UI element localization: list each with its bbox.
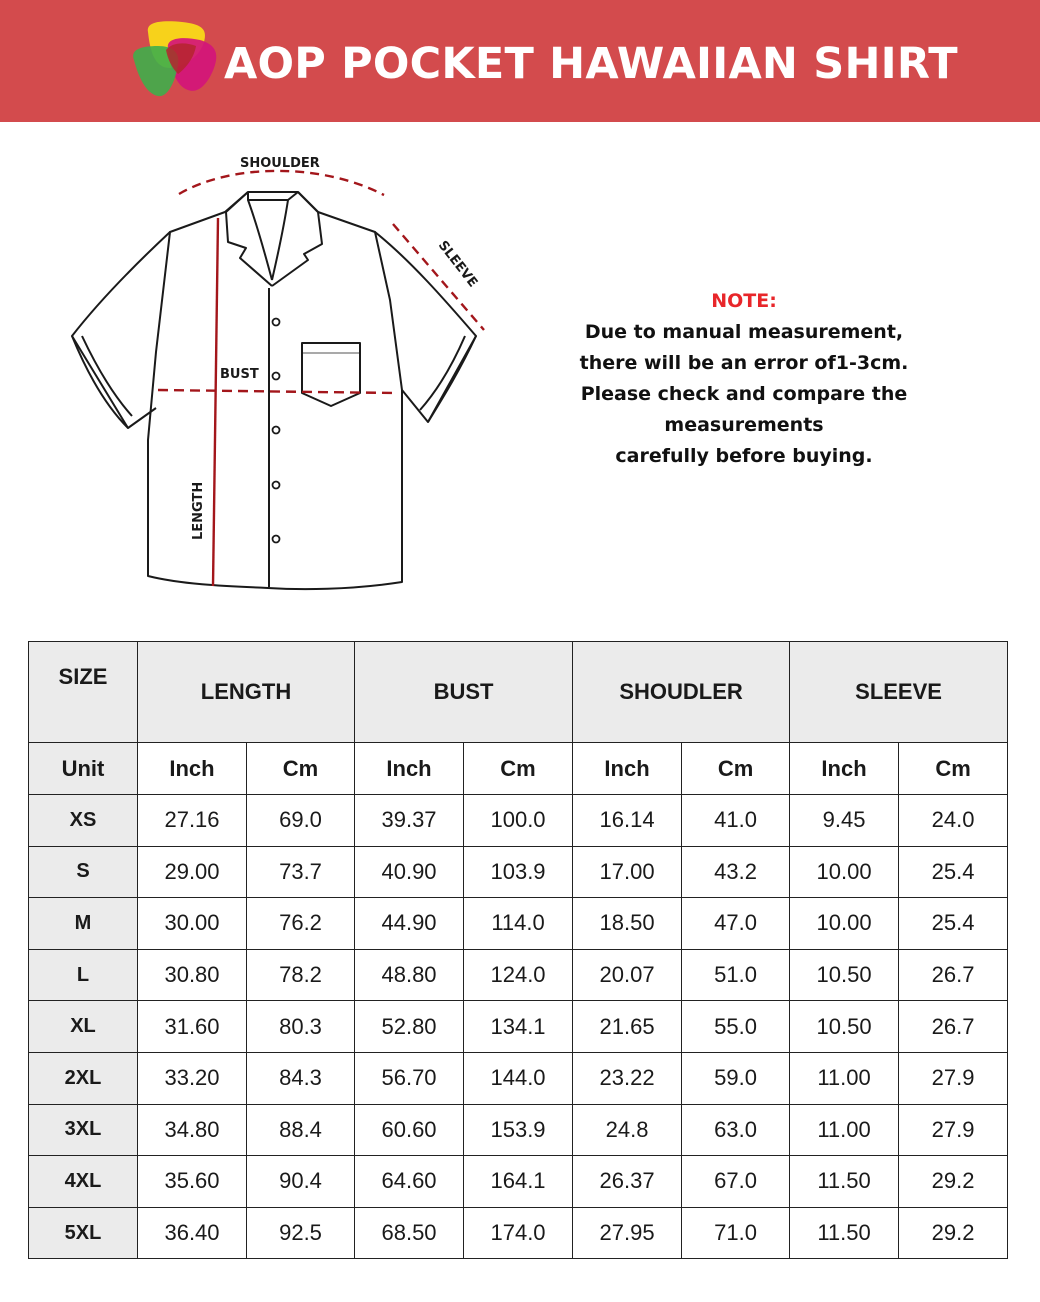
value-cell: 26.7 [899,949,1008,1001]
value-cell: 71.0 [682,1207,790,1259]
value-cell: 25.4 [899,846,1008,898]
unit-cell: Inch [355,743,464,795]
table-header-row [29,642,1008,743]
unit-cell: Inch [790,743,899,795]
value-cell: 73.7 [247,846,355,898]
length-header: LENGTH [138,642,355,743]
value-cell: 21.65 [573,1001,682,1053]
value-cell: 90.4 [247,1156,355,1208]
size-cell: XL [29,1001,138,1053]
length-label: LENGTH [191,481,206,540]
table-row [29,1104,1008,1156]
table-row [29,1052,1008,1104]
value-cell: 69.0 [247,795,355,847]
unit-cell: Cm [247,743,355,795]
value-cell: 84.3 [247,1052,355,1104]
value-cell: 27.9 [899,1104,1008,1156]
value-cell: 153.9 [464,1104,573,1156]
sleeve-label: SLEEVE [434,238,481,291]
value-cell: 41.0 [682,795,790,847]
value-cell: 88.4 [247,1104,355,1156]
value-cell: 9.45 [790,795,899,847]
value-cell: 47.0 [682,898,790,950]
value-cell: 40.90 [355,846,464,898]
value-cell: 27.9 [899,1052,1008,1104]
size-cell: L [29,949,138,1001]
value-cell: 10.50 [790,949,899,1001]
button-icon [273,319,280,326]
value-cell: 11.00 [790,1104,899,1156]
value-cell: 29.00 [138,846,247,898]
size-cell: S [29,846,138,898]
size-header: SIZE [29,642,138,743]
shoulder-label: SHOULDER [240,156,320,171]
value-cell: 11.50 [790,1207,899,1259]
value-cell: 35.60 [138,1156,247,1208]
value-cell: 27.95 [573,1207,682,1259]
value-cell: 144.0 [464,1052,573,1104]
table-row [29,795,1008,847]
value-cell: 63.0 [682,1104,790,1156]
value-cell: 124.0 [464,949,573,1001]
value-cell: 92.5 [247,1207,355,1259]
multicolor-petal-logo-icon [130,20,220,98]
measurement-note [498,286,990,472]
value-cell: 55.0 [682,1001,790,1053]
shoulder-header: SHOUDLER [573,642,790,743]
value-cell: 16.14 [573,795,682,847]
table-row [29,898,1008,950]
unit-row [29,743,1008,795]
unit-cell: Cm [682,743,790,795]
value-cell: 44.90 [355,898,464,950]
table-row [29,1156,1008,1208]
value-cell: 33.20 [138,1052,247,1104]
value-cell: 59.0 [682,1052,790,1104]
unit-cell: Cm [464,743,573,795]
value-cell: 103.9 [464,846,573,898]
size-cell: M [29,898,138,950]
sleeve-header: SLEEVE [790,642,1008,743]
value-cell: 51.0 [682,949,790,1001]
unit-cell: Inch [138,743,247,795]
value-cell: 17.00 [573,846,682,898]
value-cell: 25.4 [899,898,1008,950]
value-cell: 39.37 [355,795,464,847]
value-cell: 134.1 [464,1001,573,1053]
note-heading: NOTE: [711,290,777,312]
unit-cell: Inch [573,743,682,795]
table-row [29,846,1008,898]
bust-header: BUST [355,642,573,743]
page-title: AOP POCKET HAWAIIAN SHIRT [224,39,958,89]
unit-cell: Cm [899,743,1008,795]
value-cell: 64.60 [355,1156,464,1208]
size-cell: XS [29,795,138,847]
value-cell: 34.80 [138,1104,247,1156]
value-cell: 60.60 [355,1104,464,1156]
size-cell: 4XL [29,1156,138,1208]
value-cell: 26.37 [573,1156,682,1208]
title-banner [0,0,1040,122]
value-cell: 11.50 [790,1156,899,1208]
note-line: Due to manual measurement, [584,321,904,343]
value-cell: 48.80 [355,949,464,1001]
value-cell: 164.1 [464,1156,573,1208]
bust-label: BUST [220,367,259,382]
value-cell: 10.00 [790,898,899,950]
value-cell: 10.50 [790,1001,899,1053]
value-cell: 20.07 [573,949,682,1001]
value-cell: 11.00 [790,1052,899,1104]
value-cell: 67.0 [682,1156,790,1208]
table-row [29,1207,1008,1259]
size-cell: 5XL [29,1207,138,1259]
value-cell: 78.2 [247,949,355,1001]
value-cell: 114.0 [464,898,573,950]
value-cell: 10.00 [790,846,899,898]
table-row [29,949,1008,1001]
note-line: carefully before buying. [615,445,873,467]
value-cell: 24.8 [573,1104,682,1156]
value-cell: 29.2 [899,1156,1008,1208]
size-cell: 2XL [29,1052,138,1104]
value-cell: 56.70 [355,1052,464,1104]
value-cell: 52.80 [355,1001,464,1053]
value-cell: 23.22 [573,1052,682,1104]
size-chart-table [28,641,1008,1259]
value-cell: 36.40 [138,1207,247,1259]
value-cell: 76.2 [247,898,355,950]
value-cell: 18.50 [573,898,682,950]
value-cell: 24.0 [899,795,1008,847]
value-cell: 27.16 [138,795,247,847]
value-cell: 30.80 [138,949,247,1001]
value-cell: 31.60 [138,1001,247,1053]
value-cell: 30.00 [138,898,247,950]
value-cell: 26.7 [899,1001,1008,1053]
value-cell: 68.50 [355,1207,464,1259]
table-row [29,1001,1008,1053]
value-cell: 43.2 [682,846,790,898]
note-line: there will be an error of1-3cm. [579,352,909,374]
note-line: Please check and compare the measurements [580,383,908,436]
value-cell: 100.0 [464,795,573,847]
value-cell: 80.3 [247,1001,355,1053]
unit-label: Unit [29,743,138,795]
value-cell: 174.0 [464,1207,573,1259]
shirt-measurement-diagram [60,140,500,600]
value-cell: 29.2 [899,1207,1008,1259]
size-cell: 3XL [29,1104,138,1156]
